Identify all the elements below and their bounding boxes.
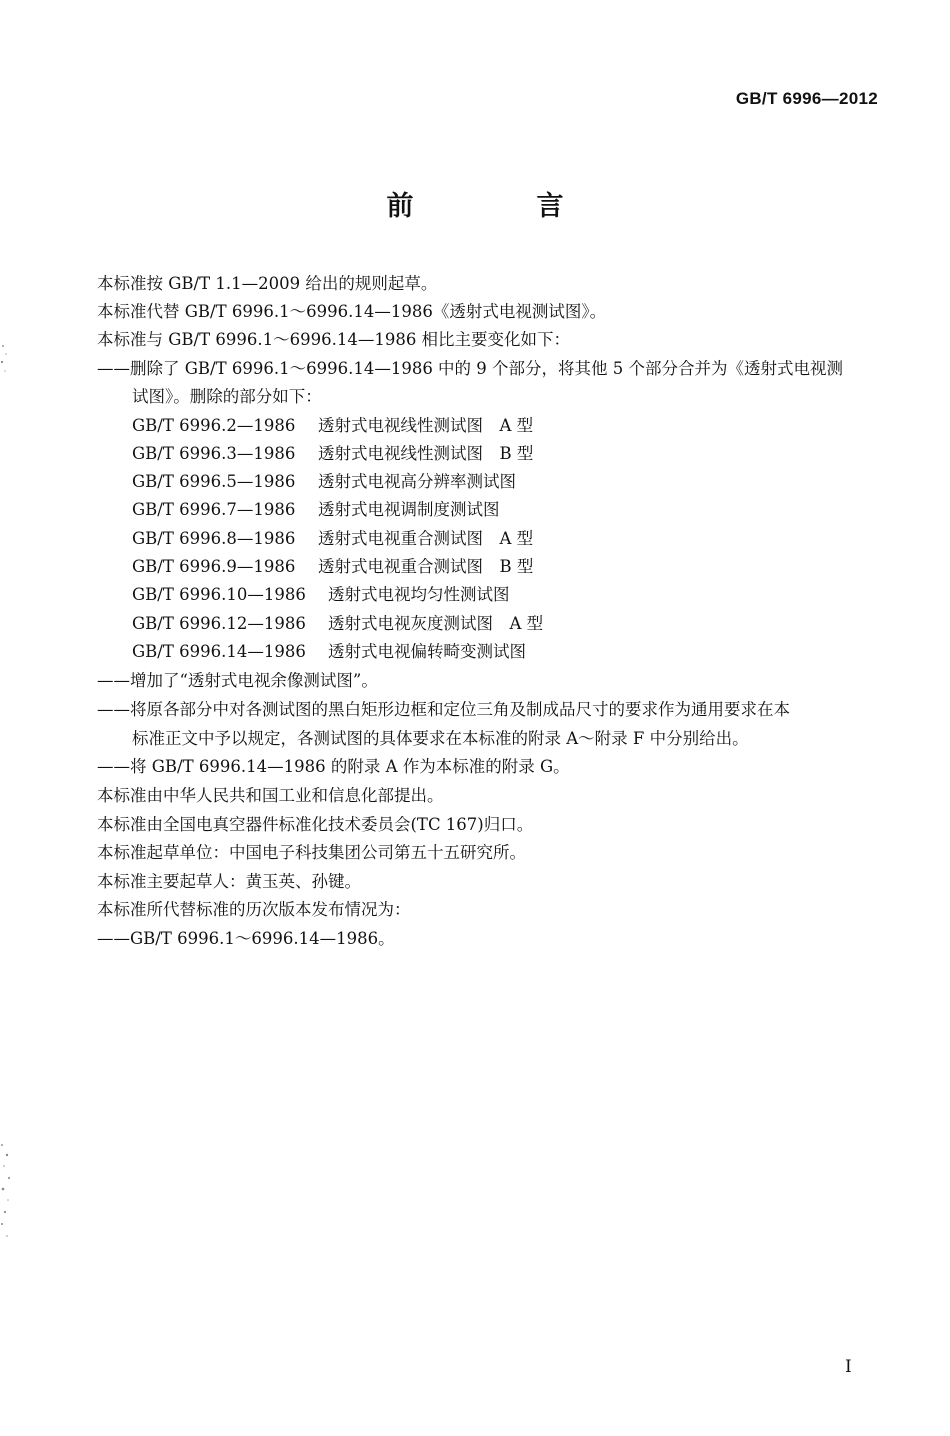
deleted-part-code: GB/T 6996.9—1986: [132, 557, 296, 576]
deleted-part-row: [132, 444, 533, 464]
page-number: I: [845, 1357, 852, 1377]
change-item-2: ——增加了“透射式电视余像测试图”。: [97, 671, 378, 690]
deleted-part-name: 透射式电视线性测试图 A 型: [318, 416, 534, 435]
paragraph-drafters: 本标准主要起草人：黄玉英、孙键。: [97, 872, 361, 891]
deleted-part-name: 透射式电视均匀性测试图: [328, 585, 510, 604]
standard-code: GB/T 6996—2012: [735, 89, 878, 108]
paragraph-proposer: 本标准由中华人民共和国工业和信息化部提出。: [97, 786, 444, 805]
change-item-3-line-2: 标准正文中予以规定，各测试图的具体要求在本标准的附录 A～附录 F 中分别给出。: [132, 729, 749, 748]
change-item-4: ——将 GB/T 6996.14—1986 的附录 A 作为本标准的附录 G。: [97, 757, 570, 776]
deleted-part-name: 透射式电视重合测试图 B 型: [318, 557, 534, 576]
paragraph-drafting-unit: 本标准起草单位：中国电子科技集团公司第五十五研究所。: [97, 843, 526, 862]
paragraph-history-intro: 本标准所代替标准的历次版本发布情况为：: [97, 900, 411, 919]
deleted-part-code: GB/T 6996.5—1986: [132, 472, 296, 491]
deleted-part-code: GB/T 6996.10—1986: [132, 585, 306, 604]
deleted-part-code: GB/T 6996.7—1986: [132, 500, 296, 519]
deleted-part-name: 透射式电视重合测试图 A 型: [318, 529, 534, 548]
deleted-part-row: [132, 500, 500, 520]
deleted-part-name: 透射式电视调制度测试图: [318, 500, 500, 519]
deleted-part-row: [132, 642, 526, 662]
change-item-1-line-1: ——删除了 GB/T 6996.1～6996.14—1986 中的 9 个部分，将其他 5 个部分合并为《透射式电视测: [97, 359, 844, 378]
change-item-3-line-1: ——将原各部分中对各测试图的黑白矩形边框和定位三角及制成品尺寸的要求作为通用要求在本: [97, 700, 790, 719]
deleted-part-code: GB/T 6996.2—1986: [132, 416, 296, 435]
deleted-part-code: GB/T 6996.12—1986: [132, 614, 306, 633]
scan-noise-decoration: [0, 1140, 14, 1250]
paragraph-drafting-rule: 本标准按 GB/T 1.1—2009 给出的规则起草。: [97, 274, 438, 293]
deleted-part-row: [132, 472, 516, 492]
page-title: 前 言: [386, 191, 612, 222]
scan-noise-decoration: [0, 340, 14, 380]
deleted-part-code: GB/T 6996.3—1986: [132, 444, 296, 463]
change-item-1-line-2: 试图》。删除的部分如下：: [132, 387, 322, 406]
paragraph-changes-intro: 本标准与 GB/T 6996.1～6996.14—1986 相比主要变化如下：: [97, 330, 571, 349]
deleted-part-row: [132, 585, 510, 605]
paragraph-committee: 本标准由全国电真空器件标准化技术委员会(TC 167)归口。: [97, 815, 534, 834]
deleted-part-name: 透射式电视偏转畸变测试图: [328, 642, 526, 661]
deleted-part-name: 透射式电视灰度测试图 A 型: [328, 614, 544, 633]
deleted-part-row: [132, 529, 533, 549]
paragraph-history-item: ——GB/T 6996.1～6996.14—1986。: [97, 929, 395, 948]
deleted-part-name: 透射式电视高分辨率测试图: [318, 472, 516, 491]
deleted-part-row: [132, 416, 533, 436]
deleted-part-code: GB/T 6996.14—1986: [132, 642, 306, 661]
deleted-part-row: [132, 614, 543, 634]
deleted-part-row: [132, 557, 533, 577]
deleted-part-code: GB/T 6996.8—1986: [132, 529, 296, 548]
paragraph-replaces: 本标准代替 GB/T 6996.1～6996.14—1986《透射式电视测试图》。: [97, 302, 607, 321]
deleted-part-name: 透射式电视线性测试图 B 型: [318, 444, 534, 463]
